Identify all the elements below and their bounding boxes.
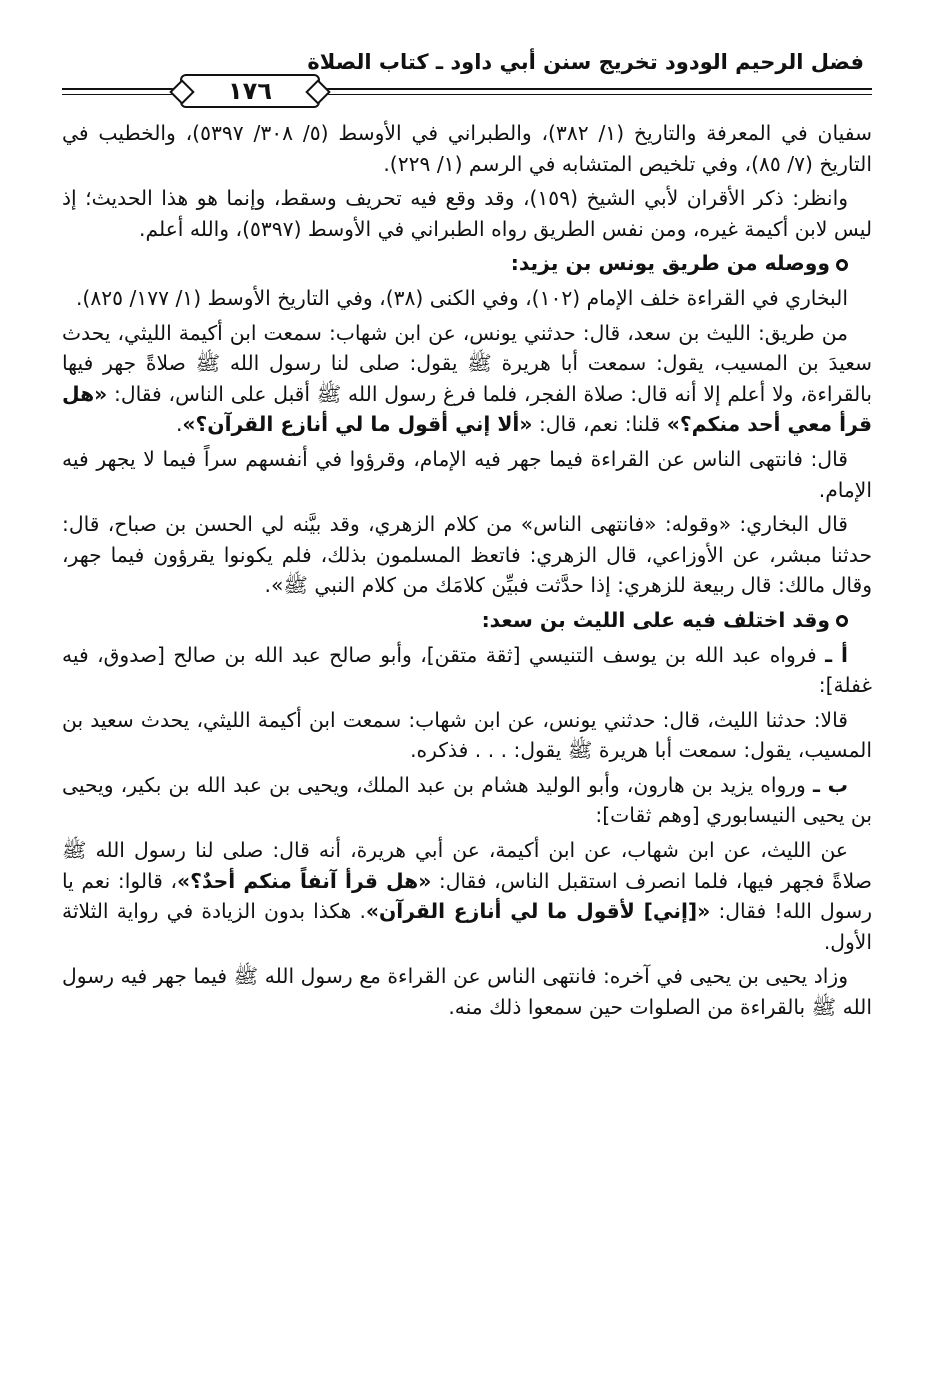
- paragraph: سفيان في المعرفة والتاريخ (١/ ٣٨٢)، والطبراني في الأوسط (٥/ ٣٠٨/ ٥٣٩٧)، والخطيب في التاريخ (٧/ ٨٥)، وفي تلخيص المتشابه في الرسم (١/ ٢٢٩).: [62, 121, 873, 176]
- paragraph: وانظر: ذكر الأقران لأبي الشيخ (١٥٩)، وقد وقع فيه تحريف وسقط، وإنما هو هذا الحديث؛ إذ ليس لابن أكيمة غيره، ومن نفس الطريق رواه الطبراني في الأوسط (٥٣٩٧)، والله أعلم.: [62, 186, 872, 241]
- paragraph: [62, 640, 872, 701]
- paragraph: [62, 770, 872, 831]
- text-run: قلنا: نعم، قال:: [532, 412, 667, 437]
- text-run: . هكذا بدون الزيادة في رواية الثلاثة الأول.: [62, 899, 872, 954]
- paragraph: قال: فانتهى الناس عن القراءة فيما جهر فيه الإمام، وقرؤوا في أنفسهم سراً فيما لا يجهر فيه الإمام.: [62, 446, 872, 502]
- paragraph: قالا: حدثنا الليث، قال: حدثني يونس، عن ابن شهاب: سمعت ابن أكيمة الليثي، يحدث سعيد بن المسيب، يقول: سمعت أبا هريرة ﷺ يقول: . . . فذكره.: [62, 707, 872, 763]
- paragraph: قال البخاري: «وقوله: «فانتهى الناس» من كلام الزهري، وقد بيَّنه لي الحسن بن صباح، قال: حدثنا مبشر، عن الأوزاعي، قال الزهري: فاتعظ المسلمون بذلك، فلم يكونوا يقرؤون فيما جهر، وقال مالك: قال ربيعة للزهري: إذا حدَّثت فبيِّن كلامَك من كلام النبي ﷺ».: [62, 512, 872, 598]
- hadith-quote: «هل قرأ آنفاً منكم أحدٌ؟»: [177, 868, 432, 893]
- list-marker: أ ـ: [825, 642, 849, 667]
- list-marker: ب ـ: [812, 772, 848, 797]
- hadith-quote: «ألا إني أقول ما لي أنازع القرآن؟»: [182, 412, 533, 437]
- section-heading: [62, 605, 872, 636]
- text-run: من طريق: الليث بن سعد، قال: حدثني يونس، عن ابن شهاب: سمعت ابن أكيمة الليثي، يحدث سعيدَ بن المسيب، يقول: سمعت أبا هريرة ﷺ يقول: صلى لنا رسول الله ﷺ صلاةً جهر فيها بالقراءة، ولا أعلم إلا أنه قال: صلاة الفجر، فلما فرغ رسول الله ﷺ أقبل على الناس، فقال:: [62, 320, 872, 406]
- bullet-icon: [836, 259, 848, 271]
- page-number-badge: ١٧٦: [180, 74, 320, 108]
- hadith-quote: «[إني] لأقول ما لي أنازع القرآن»: [365, 899, 711, 924]
- running-header: [62, 36, 872, 118]
- section-heading: [62, 248, 872, 279]
- text-run: .: [175, 412, 183, 437]
- paragraph: [62, 835, 872, 957]
- paragraph: [62, 318, 872, 440]
- running-header-title: فضل الرحيم الودود تخريج سنن أبي داود ـ كتاب الصلاة: [307, 50, 864, 74]
- section-heading-text: ووصله من طريق يونس بن يزيد:: [510, 251, 830, 276]
- text-run: فرواه عبد الله بن يوسف التنيسي [ثقة متقن]، وأبو صالح عبد الله بن صالح [صدوق، فيه غفلة]:: [62, 642, 872, 698]
- hadith-quote: «هل قرأ معي أحد منكم؟»: [62, 381, 872, 437]
- paragraph: البخاري في القراءة خلف الإمام (١٠٢)، وفي الكنى (٣٨)، وفي التاريخ الأوسط (١/ ١٧٧/ ٨٢٥).: [75, 285, 848, 310]
- text-run: ، قالوا: نعم يا رسول الله! فقال:: [62, 868, 873, 924]
- paragraph: وزاد يحيى بن يحيى في آخره: فانتهى الناس عن القراءة مع رسول الله ﷺ فيما جهر فيه رسول الله ﷺ بالقراءة من الصلوات حين سمعوا ذلك منه.: [62, 964, 872, 1020]
- section-heading-text: وقد اختلف فيه على الليث بن سعد:: [481, 607, 830, 632]
- text-run: عن الليث، عن ابن شهاب، عن ابن أكيمة، عن أبي هريرة، أنه قال: صلى لنا رسول الله ﷺ صلاةً فجهر فيها، فلما انصرف استقبل الناس، فقال:: [62, 838, 872, 893]
- bullet-icon: [836, 615, 848, 627]
- text-run: ورواه يزيد بن هارون، وأبو الوليد هشام بن عبد الملك، ويحيى بن عبد الله بن بكير، ويحيى بن يحيى النيسابوري [وهم ثقات]:: [62, 772, 872, 828]
- main-text: [62, 118, 872, 1023]
